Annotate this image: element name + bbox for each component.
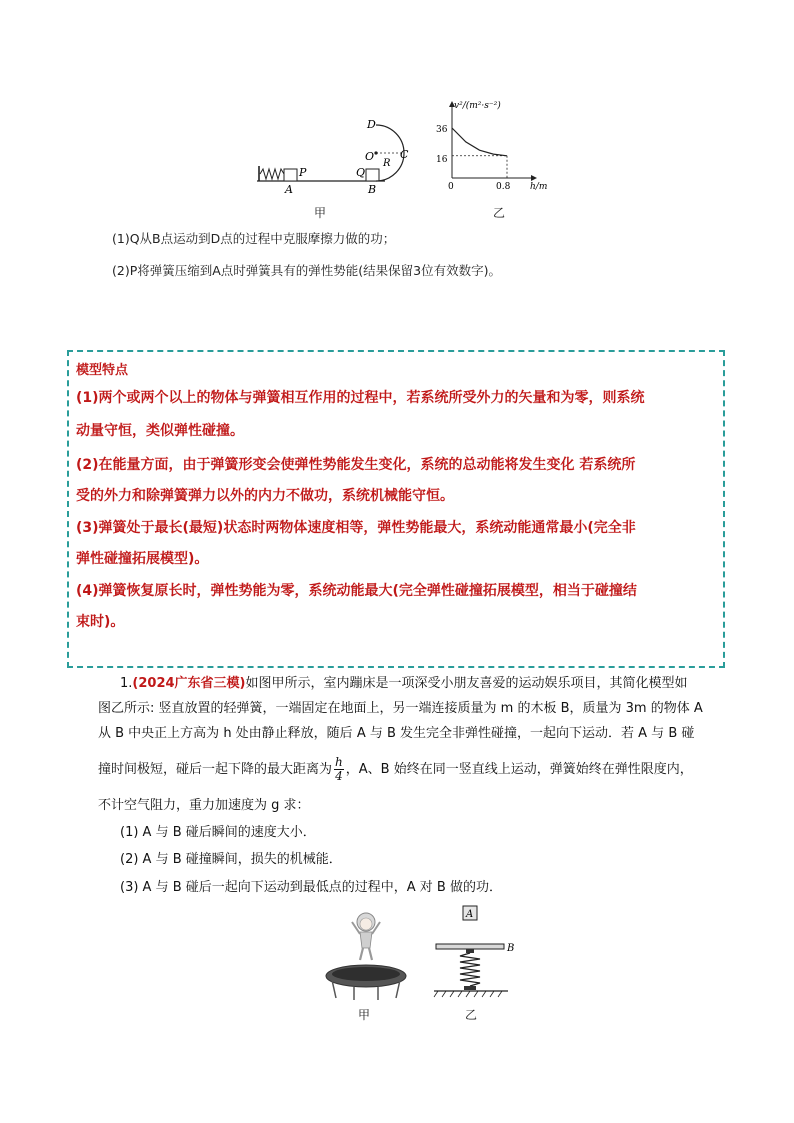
problem-line-4	[98, 756, 693, 783]
bottom-figure-jia-label: 甲	[358, 1008, 371, 1022]
model-line: 弹性碰撞拓展模型)。	[76, 551, 209, 567]
label-b: B	[368, 183, 377, 196]
block-p	[284, 169, 297, 181]
v2-h-curve	[452, 128, 507, 156]
label-c: C	[400, 148, 409, 161]
label-a: A	[285, 183, 293, 196]
label-o: O	[365, 150, 375, 163]
y-tick-16: 16	[436, 155, 448, 165]
problem-line-1	[120, 674, 688, 694]
model-line: (3)弹簧处于最长(最短)状态时两物体速度相等，弹性势能最大，系统动能通常最小(完全非	[76, 520, 636, 536]
origin-label: 0	[448, 182, 454, 192]
problem-line-3: 从 B 中央正上方高为 h 处由静止释放，随后 A 与 B 发生完全非弹性碰撞，一起向下运动．若 A 与 B 碰	[98, 726, 695, 741]
label-p: P	[299, 166, 307, 179]
problem-text: 撞时间极短，碰后一起下降的最大距离为	[98, 762, 333, 777]
model-line: (1)两个或两个以上的物体与弹簧相互作用的过程中，若系统所受外力的矢量和为零，则系统	[76, 390, 645, 406]
model-line: (4)弹簧恢复原长时，弹性势能为零，系统动能最大(完全弹性碰撞拓展模型，相当于碰撞结	[76, 583, 637, 599]
figure-jia	[255, 108, 425, 198]
problem-line-5: 不计空气阻力，重力加速度为 g 求：	[98, 798, 310, 813]
x-tick-0-8: 0.8	[496, 182, 511, 192]
figure-jia-label: 甲	[314, 206, 327, 220]
question-2: (2)P将弹簧压缩到A点时弹簧具有的弹性势能(结果保留3位有效数字)。	[112, 263, 502, 278]
block-q	[366, 169, 379, 181]
model-line: 动量守恒，类似弹性碰撞。	[76, 423, 244, 439]
x-axis-label: h/m	[530, 182, 548, 192]
problem-number: 1.	[120, 676, 133, 691]
bottom-figure-yi-label: 乙	[465, 1008, 478, 1022]
trampoline-illustration	[322, 908, 412, 1004]
figure-yi-graph	[432, 96, 562, 196]
problem-text: 如图甲所示，室内蹦床是一项深受小朋友喜爱的运动娱乐项目，其简化模型如	[245, 676, 688, 691]
label-r: R	[383, 158, 391, 169]
label-q: Q	[356, 166, 366, 179]
problem-text: ，A、B 始终在同一竖直线上运动，弹簧始终在弹性限度内，	[345, 762, 693, 777]
model-title: 模型特点	[76, 363, 129, 378]
board-b	[436, 944, 504, 949]
label-d: D	[367, 118, 376, 131]
y-axis-label: v²/(m²·s⁻²)	[454, 101, 501, 111]
board-b-label: B	[507, 943, 515, 954]
fraction-h-over-4	[334, 756, 344, 783]
question-1: (1)Q从B点运动到D点的过程中克服摩擦力做的功；	[112, 231, 396, 246]
fraction-denominator: 4	[335, 769, 343, 783]
model-line: (2)在能量方面，由于弹簧形变会使弹性势能发生变化，系统的总动能将发生变化 若系统所	[76, 457, 636, 473]
fraction-numerator: h	[335, 755, 343, 769]
problem-source: (2024广东省三模)	[132, 676, 246, 691]
y-tick-36: 36	[436, 125, 448, 135]
model-line: 受的外力和除弹簧弹力以外的内力不做功，系统机械能守恒。	[76, 488, 454, 504]
model-line: 束时)。	[76, 614, 125, 630]
spring-board-diagram	[428, 904, 518, 1000]
block-a-label: A	[466, 909, 474, 920]
sub-question-1: (1) A 与 B 碰后瞬间的速度大小．	[120, 825, 316, 840]
figure-yi-label: 乙	[493, 206, 506, 220]
sub-question-2: (2) A 与 B 碰撞瞬间，损失的机械能．	[120, 852, 342, 867]
problem-line-2: 图乙所示: 竖直放置的轻弹簧，一端固定在地面上，另一端连接质量为 m 的木板 B，质量为 3m 的物体 A	[98, 701, 703, 716]
sub-question-3: (3) A 与 B 碰后一起向下运动到最低点的过程中，A 对 B 做的功．	[120, 880, 502, 895]
